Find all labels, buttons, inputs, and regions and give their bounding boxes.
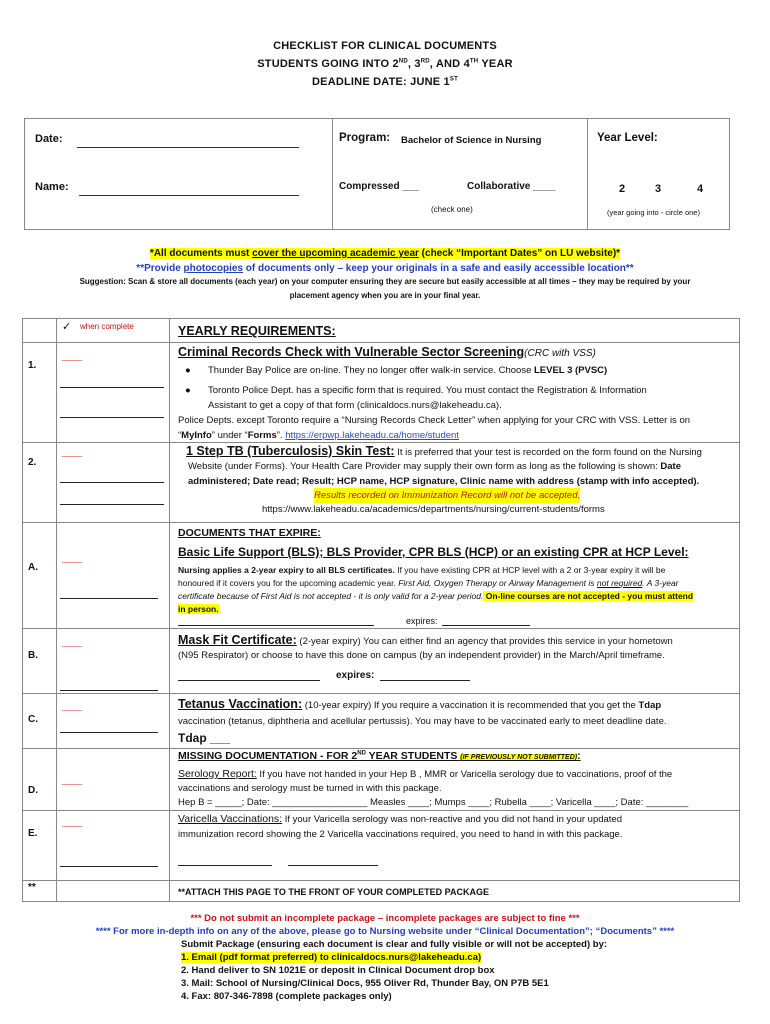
tb-line-3: administered; Date read; Result; HCP name, HCP signature, Clinic name with address (stamp with info accepted).	[188, 476, 700, 487]
crc-title-paren: (CRC with VSS)	[524, 348, 596, 359]
mask-title: Mask Fit Certificate:	[178, 633, 297, 647]
tetanus-title: Tetanus Vaccination:	[178, 697, 303, 711]
crc-letter-line: Police Depts. except Toronto require a “Nursing Records Check Letter” when applying for your CRC with VSS. Letter is on	[178, 415, 691, 426]
incomplete-warning: *** Do not submit an incomplete package – incomplete packages are subject to fine ***	[190, 913, 580, 924]
bls-italic: First Aid, Oxygen Therapy or Airway Management is	[398, 578, 597, 588]
check-dash[interactable]: ___	[62, 814, 83, 828]
row-number: 2.	[28, 457, 37, 468]
collaborative-option[interactable]: Collaborative ____	[467, 181, 556, 192]
bls-cert-field[interactable]	[178, 614, 374, 626]
crc-bullet-1	[208, 363, 607, 378]
tb-line-1	[186, 444, 736, 460]
sup-rd: RD	[420, 58, 430, 65]
bls-in-person: in person.	[178, 604, 219, 614]
year-option-2[interactable]: 2	[619, 183, 626, 195]
bls-line-1	[178, 564, 738, 577]
sup-nd: ND	[398, 58, 408, 65]
row-number: **	[28, 882, 36, 893]
forms-text: Forms	[247, 430, 277, 441]
tetanus-line-1	[178, 697, 738, 713]
check-line[interactable]	[60, 718, 158, 733]
deadline-text: DEADLINE DATE: JUNE 1	[312, 76, 450, 88]
serology-line-1	[178, 767, 738, 782]
varicella-field-2[interactable]	[288, 854, 378, 866]
quote: “	[178, 430, 182, 441]
serology-fields[interactable]: Hep B = _____; Date: __________________ Measles ____; Mumps ____; Rubella ____; Varicella ____; Date: ________	[178, 797, 689, 808]
row-divider	[22, 748, 740, 749]
submit-option-email	[181, 952, 481, 963]
subtitle-part: YEAR	[478, 58, 513, 70]
row-number: D.	[28, 785, 38, 796]
notice-suggestion-cont: placement agency when you are in your final year.	[289, 291, 481, 300]
tb-forms-link[interactable]: https://www.lakeheadu.ca/academics/departments/nursing/current-students/forms	[262, 504, 605, 515]
name-label: Name:	[35, 181, 69, 193]
mask-expires-field[interactable]	[380, 668, 470, 681]
tb-text: Website (under Forms). Your Health Care Provider may supply their own form as long as the following is shown:	[188, 461, 661, 472]
submit-option-hand: 2. Hand deliver to SN 1021E or deposit in Clinical Document drop box	[181, 965, 495, 976]
missing-text: MISSING DOCUMENTATION - FOR 2	[178, 750, 358, 762]
check-line[interactable]	[60, 490, 164, 505]
divider	[332, 119, 333, 229]
tetanus-text: (10-year expiry) If you require a vaccination it is recommended that you get the	[302, 700, 639, 711]
student-info-box	[24, 118, 730, 230]
row-divider	[22, 693, 740, 694]
submit-option-fax: 4. Fax: 807-346-7898 (complete packages only)	[181, 991, 392, 1002]
notice-underlined: photocopies	[183, 263, 243, 274]
bls-text: If you have existing CPR at HCP level with a 2 or 3-year expiry it will be	[394, 565, 666, 575]
check-one-note: (check one)	[431, 205, 473, 214]
crc-b2-line: Assistant to get a copy of that form (clinicaldocs.nurs@lakeheadu.ca).	[208, 400, 502, 411]
row-number: 1.	[28, 360, 37, 371]
year-level-label: Year Level:	[597, 132, 658, 144]
check-column-label: when complete	[80, 322, 134, 331]
serology-text: If you have not handed in your Hep B , MMR or Varicella serology due to vaccinations, proof of the	[256, 769, 673, 780]
check-line[interactable]	[60, 852, 158, 867]
row-number: A.	[28, 562, 38, 573]
missing-colon: :	[577, 750, 581, 762]
bls-italic: . A 3-year	[642, 578, 679, 588]
row-number: E.	[28, 828, 38, 839]
check-line[interactable]	[60, 373, 164, 388]
bls-bold: Nursing applies a 2-year expiry to all BLS certificates.	[178, 565, 395, 575]
row-divider	[22, 522, 740, 523]
varicella-field-1[interactable]	[178, 854, 272, 866]
check-dash[interactable]: ___	[62, 444, 83, 458]
tb-warning: Results recorded on Immunization Record will not be accepted.	[314, 490, 581, 501]
check-line[interactable]	[60, 584, 158, 599]
year-option-3[interactable]: 3	[655, 183, 662, 195]
attach-instruction: **ATTACH THIS PAGE TO THE FRONT OF YOUR COMPLETED PACKAGE	[178, 887, 490, 897]
name-field[interactable]	[79, 181, 299, 196]
tetanus-line-2: vaccination (tetanus, diphtheria and acellular pertussis). You may have to be vaccinated early to meet deadline date.	[178, 716, 667, 727]
sup-nd: ND	[357, 750, 366, 757]
date-label: Date:	[35, 133, 63, 145]
check-dash[interactable]: ___	[62, 698, 83, 712]
sup-st: ST	[449, 76, 458, 83]
bls-title: Basic Life Support (BLS); BLS Provider, CPR BLS (HCP) or an existing CPR at HCP Level:	[178, 545, 689, 559]
missing-docs-heading	[178, 750, 581, 762]
crc-title-text: Criminal Records Check with Vulnerable Sector Screening	[178, 345, 525, 359]
more-info-note: **** For more in-depth info on any of the above, please go to Nursing website under “Clinical Documentation”; “Documents” ****	[95, 926, 675, 937]
sup-th: TH	[469, 58, 479, 65]
program-value: Bachelor of Science in Nursing	[401, 135, 542, 146]
quote: ”.	[276, 430, 286, 441]
row-divider	[22, 628, 740, 629]
email-option[interactable]: 1. Email (pdf format preferred) to clinicaldocs.nurs@lakeheadu.ca)	[181, 952, 482, 963]
varicella-text: If your Varicella serology was non-reactive and you did not hand in your updated	[282, 814, 622, 825]
check-mark-icon: ✓	[62, 321, 72, 333]
bls-text: honoured if it covers you for the upcoming academic year.	[178, 578, 399, 588]
tb-bold: Date	[660, 461, 681, 472]
varicella-line-2: immunization record showing the 2 Varicella vaccinations required, you need to hand in with this package.	[178, 829, 623, 840]
bullet-icon: ●	[185, 385, 191, 396]
check-dash[interactable]: ___	[62, 348, 83, 362]
row-number: B.	[28, 650, 38, 661]
deadline	[0, 76, 770, 88]
mask-line-1	[178, 633, 738, 649]
notice-text: of documents only – keep your originals in a safe and easily accessible location**	[243, 263, 634, 274]
doc-title: CHECKLIST FOR CLINICAL DOCUMENTS	[273, 40, 497, 52]
bls-expires-label: expires:	[406, 616, 438, 626]
documents-expire-heading: DOCUMENTS THAT EXPIRE:	[178, 527, 321, 539]
tdap-field[interactable]: Tdap ___	[178, 731, 231, 745]
row-divider	[22, 810, 740, 811]
year-option-4[interactable]: 4	[697, 183, 704, 195]
mask-text: (2-year expiry) You can either find an agency that provides this service in your hometown	[296, 636, 673, 647]
number-column	[22, 318, 57, 902]
serology-line-2: vaccinations and serology must be turned in with this package.	[178, 783, 442, 794]
crc-bullet-2	[208, 383, 738, 413]
bullet-icon: ●	[185, 365, 191, 376]
subtitle-part: , 3	[407, 58, 421, 70]
bls-line-2	[178, 577, 738, 590]
bls-italic: certificate because of First Aid is not accepted - it is only valid for a 2-year period.	[178, 591, 484, 601]
check-dash[interactable]: ___	[62, 634, 83, 648]
myinfo-link[interactable]: https://erpwp.lakeheadu.ca/home/student	[285, 430, 459, 441]
myinfo-text: MyInfo	[181, 430, 212, 441]
crc-letter-note	[178, 413, 738, 443]
check-dash[interactable]: ___	[62, 772, 83, 786]
missing-text: YEAR STUDENTS	[365, 750, 461, 762]
subtitle-part: , AND 4	[429, 58, 470, 70]
tb-title: 1 Step TB (Tuberculosis) Skin Test:	[186, 444, 395, 458]
bls-expires-field[interactable]	[442, 614, 530, 626]
crc-b1-text: Thunder Bay Police are on-line. They no longer offer walk-in service. Choose	[208, 365, 534, 376]
varicella-title: Varicella Vaccinations:	[178, 813, 283, 825]
mask-expires-label: expires:	[336, 670, 375, 681]
date-field[interactable]	[77, 133, 299, 148]
yearly-requirements-heading: YEARLY REQUIREMENTS:	[178, 324, 336, 338]
year-note: (year going into - circle one)	[607, 208, 700, 217]
notice-text: (check “Important Dates” on LU website)*	[418, 248, 621, 259]
quote: ” under “	[211, 430, 248, 441]
varicella-line-1	[178, 812, 738, 827]
tb-line-2	[188, 459, 736, 474]
row-divider	[22, 342, 740, 343]
notice-underlined: cover the upcoming academic year	[252, 248, 419, 259]
check-dash[interactable]: ___	[62, 550, 83, 564]
bls-not-required: not required	[596, 578, 643, 588]
bls-online-warning: On-line courses are not accepted - you must attend	[483, 591, 694, 601]
doc-subtitle	[0, 58, 770, 70]
notice-cover-year	[0, 248, 770, 259]
crc-title	[178, 345, 596, 359]
mask-cert-field[interactable]	[178, 668, 320, 681]
mask-line-2: (N95 Respirator) or choose to have this done on campus (by an independent provider) in the March/April timeframe.	[178, 650, 665, 661]
submit-option-mail: 3. Mail: School of Nursing/Clinical Docs, 955 Oliver Rd, Thunder Bay, ON P7B 5E1	[181, 978, 549, 989]
row-divider	[22, 880, 740, 881]
crc-b2-line: Toronto Police Dept. has a specific form that is required. You must contact the Registration & Information	[208, 385, 647, 396]
bls-line-3	[178, 590, 738, 603]
check-line[interactable]	[60, 468, 164, 483]
serology-title: Serology Report:	[178, 768, 257, 780]
notice-text: **Provide	[136, 263, 184, 274]
missing-note: (IF PREVIOUSLY NOT SUBMITTED)	[460, 754, 578, 761]
check-line[interactable]	[60, 676, 158, 691]
notice-suggestion: Suggestion: Scan & store all documents (each year) on your computer ensuring they are secure but easily accessible at all times – they may be required by your	[79, 277, 691, 286]
submit-heading: Submit Package (ensuring each document is clear and fully visible or will not be accepted) by:	[181, 939, 608, 950]
tetanus-tdap: Tdap	[638, 700, 662, 711]
program-label: Program:	[339, 132, 391, 144]
notice-photocopies	[0, 263, 770, 274]
subtitle-part: STUDENTS GOING INTO 2	[257, 58, 399, 70]
row-number: C.	[28, 714, 38, 725]
crc-b1-level: LEVEL 3 (PVSC)	[534, 365, 608, 376]
notice-text: *All documents must	[149, 248, 253, 259]
tb-text: It is preferred that your test is recorded on the form found on the Nursing	[394, 447, 702, 458]
check-line[interactable]	[60, 403, 164, 418]
compressed-option[interactable]: Compressed ___	[339, 181, 420, 192]
divider	[587, 119, 588, 229]
